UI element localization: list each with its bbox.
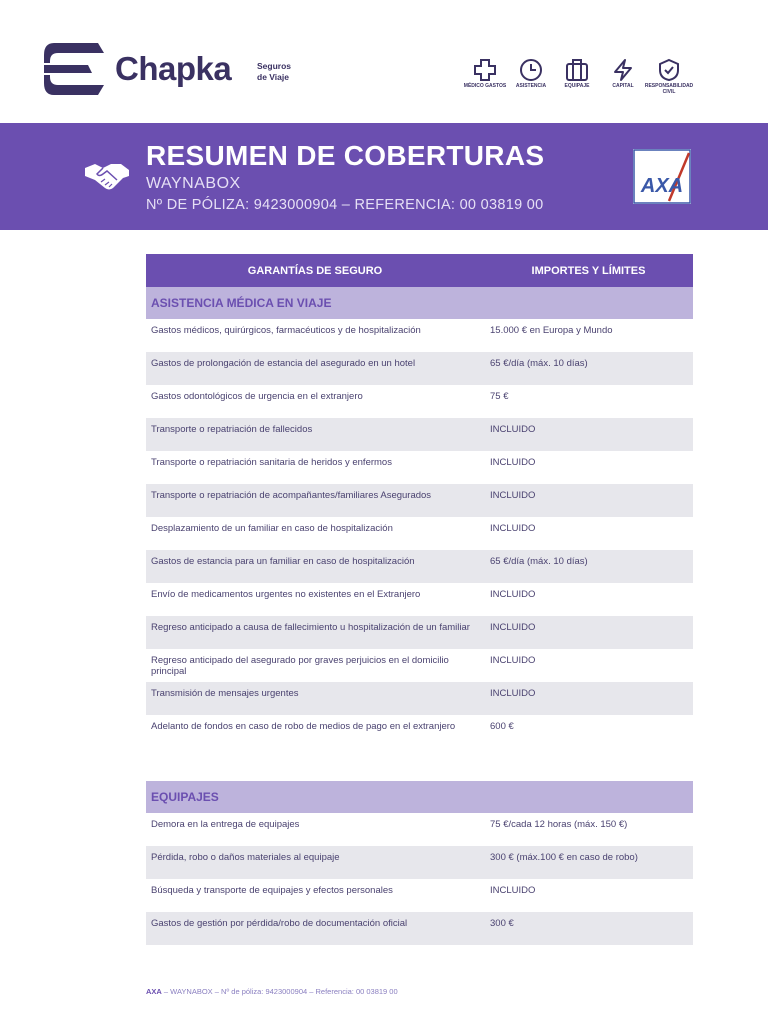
lightning-icon xyxy=(611,58,635,82)
feature-capital: CAPITAL xyxy=(600,58,646,95)
guarantee-cell: Búsqueda y transporte de equipajes y efectos personales xyxy=(151,885,393,896)
amount-cell: INCLUIDO xyxy=(490,490,536,501)
guarantee-cell: Transporte o repatriación de fallecidos xyxy=(151,424,313,435)
coverage-table xyxy=(146,254,693,945)
guarantee-cell: Gastos de gestión por pérdida/robo de documentación oficial xyxy=(151,918,408,929)
table-header xyxy=(146,254,693,287)
brand-name: Chapka xyxy=(115,50,232,87)
table-row xyxy=(146,879,693,912)
handshake-icon xyxy=(83,160,131,192)
svg-text:AXA: AXA xyxy=(640,175,684,197)
amount-cell: INCLUIDO xyxy=(490,885,536,896)
footer-text: – WAYNABOX – Nº de póliza: 9423000904 – Referencia: 00 03819 00 xyxy=(161,987,398,996)
guarantee-cell: Transporte o repatriación sanitaria de heridos y enfermos xyxy=(151,457,392,468)
guarantee-cell: Pérdida, robo o daños materiales al equipaje xyxy=(151,852,340,863)
guarantee-cell: Transmisión de mensajes urgentes xyxy=(151,688,299,699)
amount-cell: INCLUIDO xyxy=(490,688,536,699)
table-row xyxy=(146,550,693,583)
feature-liability: RESPONSABILIDAD CIVIL xyxy=(646,58,692,95)
amount-cell: INCLUIDO xyxy=(490,655,536,666)
section-heading: ASISTENCIA MÉDICA EN VIAJE xyxy=(146,287,693,319)
amount-cell: INCLUIDO xyxy=(490,589,536,600)
footer xyxy=(146,987,398,996)
table-row xyxy=(146,418,693,451)
header xyxy=(0,0,768,123)
guarantee-cell: Gastos médicos, quirúrgicos, farmacéuticos y de hospitalización xyxy=(151,325,421,336)
table-body xyxy=(146,287,693,945)
chapka-logo-icon xyxy=(44,43,104,95)
feature-medical: MÉDICO GASTOS xyxy=(462,58,508,95)
table-row xyxy=(146,682,693,715)
table-row xyxy=(146,484,693,517)
guarantee-cell: Transporte o repatriación de acompañantes/familiares Asegurados xyxy=(151,490,432,501)
policy-number: Nº DE PÓLIZA: 9423000904 – REFERENCIA: 00 03819 00 xyxy=(146,197,544,213)
coverage-icons xyxy=(462,58,692,95)
table-row xyxy=(146,616,693,649)
table-row xyxy=(146,517,693,550)
amount-cell: 15.000 € en Europa y Mundo xyxy=(490,325,613,336)
amount-cell: 75 € xyxy=(490,391,509,402)
amount-cell: INCLUIDO xyxy=(490,523,536,534)
section-heading: EQUIPAJES xyxy=(146,781,693,813)
amount-cell: 65 €/día (máx. 10 días) xyxy=(490,358,588,369)
amount-cell: 75 €/cada 12 horas (máx. 150 €) xyxy=(490,819,628,830)
amount-cell: INCLUIDO xyxy=(490,457,536,468)
table-row xyxy=(146,451,693,484)
amount-cell: 300 € xyxy=(490,918,514,929)
medical-cross-icon xyxy=(473,58,497,82)
guarantee-cell: Regreso anticipado del asegurado por graves perjuicios en el domicilio principal xyxy=(151,655,449,677)
product-name: WAYNABOX xyxy=(146,175,241,192)
axa-logo-icon xyxy=(633,149,691,204)
table-row xyxy=(146,319,693,352)
amount-cell: INCLUIDO xyxy=(490,424,536,435)
col-header-amounts: IMPORTES Y LÍMITES xyxy=(531,264,646,277)
page-title: RESUMEN DE COBERTURAS xyxy=(146,140,545,171)
table-row xyxy=(146,352,693,385)
brand-tagline: Seguros de Viaje xyxy=(257,61,292,82)
guarantee-cell: Regreso anticipado a causa de fallecimiento u hospitalización de un familiar xyxy=(151,622,470,633)
guarantee-cell: Gastos odontológicos de urgencia en el extranjero xyxy=(151,391,363,402)
guarantee-cell: Adelanto de fondos en caso de robo de medios de pago en el extranjero xyxy=(151,721,456,732)
guarantee-cell: Desplazamiento de un familiar en caso de hospitalización xyxy=(151,523,393,534)
table-row xyxy=(146,912,693,945)
table-row xyxy=(146,649,693,682)
axa-logo xyxy=(633,149,691,204)
amount-cell: 300 € (máx.100 € en caso de robo) xyxy=(490,852,638,863)
table-row xyxy=(146,846,693,879)
shield-check-icon xyxy=(657,58,681,82)
feature-luggage: EQUIPAJE xyxy=(554,58,600,95)
footer-brand: AXA xyxy=(146,987,162,996)
guarantee-cell: Gastos de estancia para un familiar en caso de hospitalización xyxy=(151,556,415,567)
amount-cell: 600 € xyxy=(490,721,514,732)
section-spacer xyxy=(146,748,693,781)
feature-assistance: ASISTENCIA xyxy=(508,58,554,95)
col-header-guarantees: GARANTÍAS DE SEGURO xyxy=(247,264,383,277)
table-row xyxy=(146,385,693,418)
table-row xyxy=(146,813,693,846)
luggage-icon xyxy=(565,58,589,82)
guarantee-cell: Envío de medicamentos urgentes no existentes en el Extranjero xyxy=(151,589,421,600)
guarantee-cell: Demora en la entrega de equipajes xyxy=(151,819,300,830)
clock-icon xyxy=(519,58,543,82)
table-row xyxy=(146,583,693,616)
amount-cell: 65 €/día (máx. 10 días) xyxy=(490,556,588,567)
amount-cell: INCLUIDO xyxy=(490,622,536,633)
guarantee-cell: Gastos de prolongación de estancia del asegurado en un hotel xyxy=(151,358,416,369)
table-row xyxy=(146,715,693,748)
